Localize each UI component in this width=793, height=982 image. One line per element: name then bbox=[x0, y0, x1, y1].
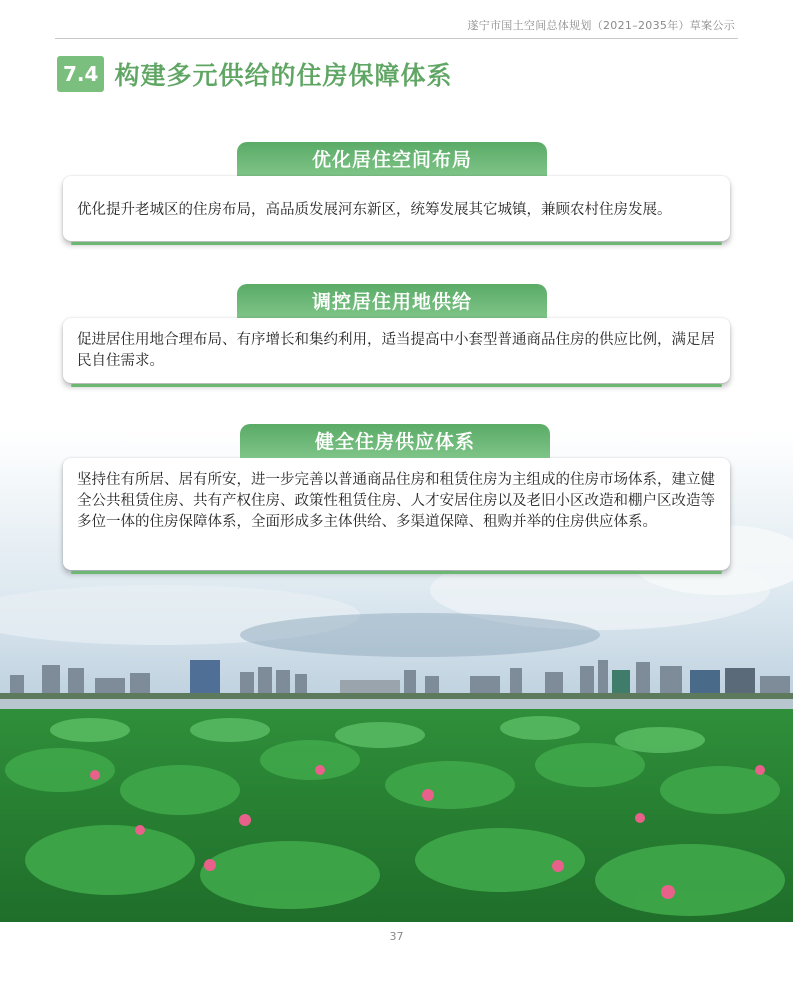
card-heading-3: 健全住房供应体系 bbox=[314, 431, 475, 453]
info-card-3 bbox=[63, 458, 730, 570]
card-body-2: 促进居住用地合理布局、有序增长和集约利用，适当提高中小套型普通商品住房的供应比例，满足居民自住需求。 bbox=[77, 332, 715, 369]
document-title: 遂宁市国土空间总体规划（2021–2035年）草案公示 bbox=[467, 19, 735, 32]
info-card-1 bbox=[63, 176, 730, 241]
header-divider bbox=[55, 38, 738, 39]
page-number: 37 bbox=[389, 930, 404, 943]
card-heading-2: 调控居住用地供给 bbox=[311, 291, 472, 313]
section-title: 构建多元供给的住房保障体系 bbox=[114, 61, 453, 90]
card-heading-tab-2 bbox=[237, 284, 547, 318]
section-number-badge: 7.4 bbox=[57, 56, 104, 92]
card-heading-tab-1 bbox=[237, 142, 547, 176]
section-heading bbox=[57, 56, 452, 92]
card-body-1: 优化提升老城区的住房布局，高品质发展河东新区，统筹发展其它城镇，兼顾农村住房发展。 bbox=[77, 202, 672, 218]
card-body-3: 坚持住有所居、居有所安，进一步完善以普通商品住房和租赁住房为主组成的住房市场体系，建立健全公共租赁住房、共有产权住房、政策性租赁住房、人才安居住房以及老旧小区改造和棚户区改造等多位一体的住房保障体系，全面形成多主体供给、多渠道保障、租购并举的住房供应体系。 bbox=[77, 472, 715, 530]
card-heading-1: 优化居住空间布局 bbox=[311, 149, 472, 171]
card-heading-tab-3 bbox=[240, 424, 550, 458]
info-card-2 bbox=[63, 318, 730, 383]
